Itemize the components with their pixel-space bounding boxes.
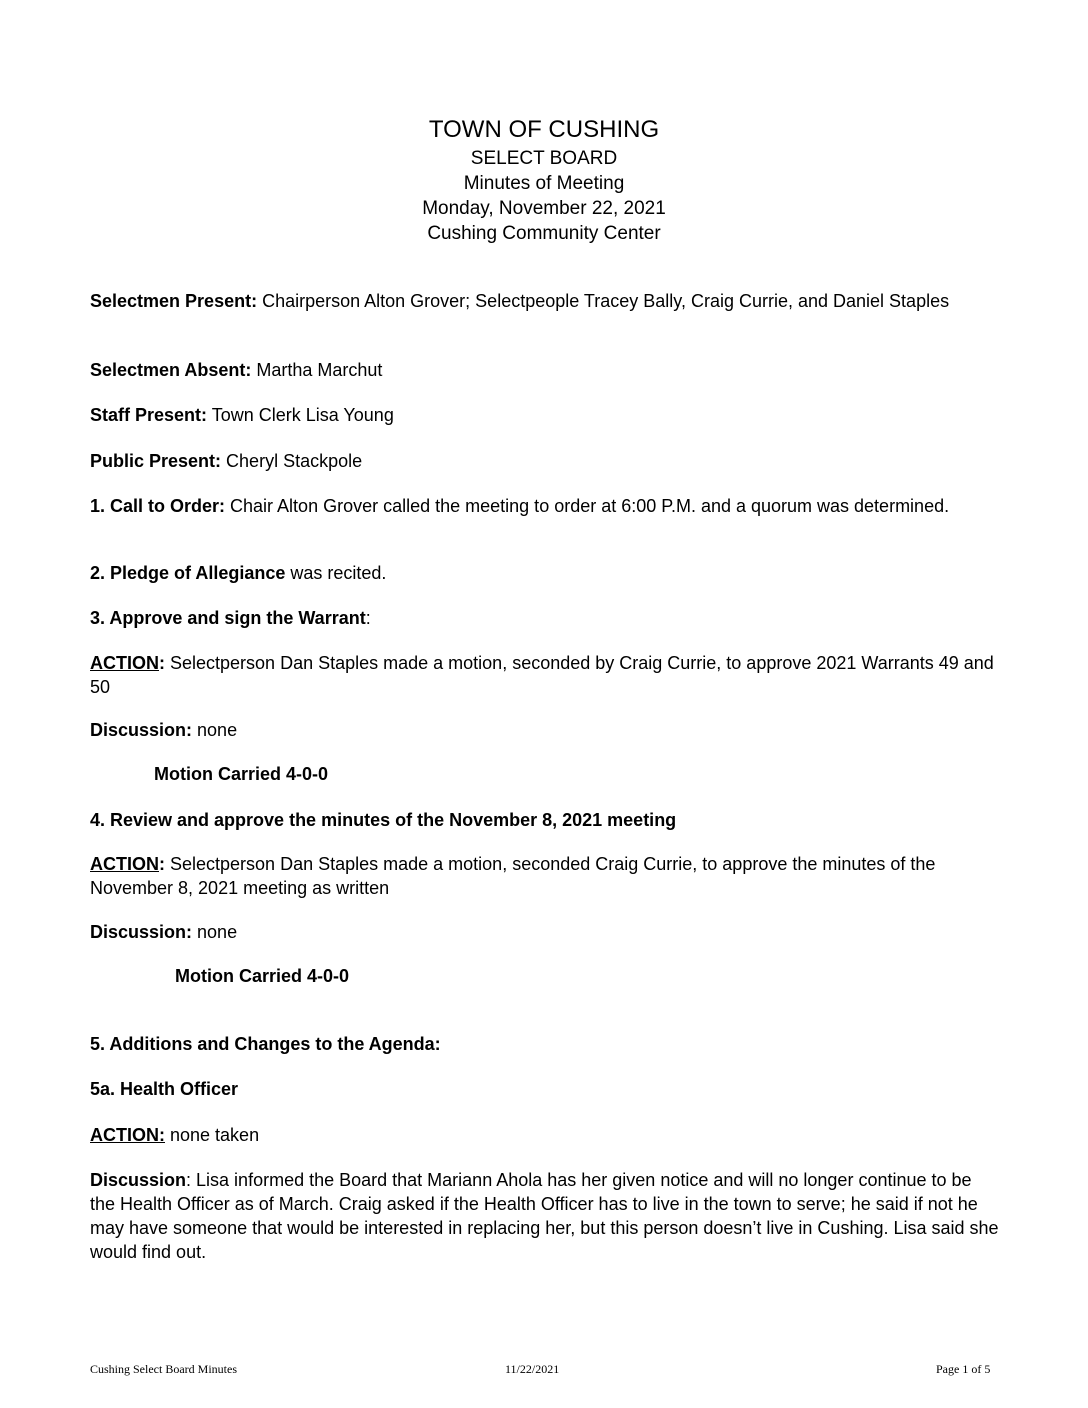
- warrant-action-colon: :: [159, 653, 165, 673]
- health-action-text: none taken: [165, 1125, 260, 1145]
- public-present-text: Cheryl Stackpole: [221, 451, 363, 471]
- selectmen-present: [90, 289, 1000, 313]
- additions-label: 5. Additions and Changes to the Agenda:: [90, 1034, 441, 1054]
- warrant-discussion: [90, 718, 1000, 742]
- minutes-discussion: [90, 920, 1000, 944]
- footer-left: Cushing Select Board Minutes: [90, 1362, 237, 1376]
- health-discussion-text: : Lisa informed the Board that Mariann Ahola has her given notice and will no longer continue to be the Health Officer as of March. Craig asked if the Health Officer has to live in the town to serve; he said if not he may have someone that would be interested in replacing her, but this person doesn’t live in Cushing. Lisa said she would find out.: [90, 1170, 999, 1262]
- health-discussion: [90, 1168, 1000, 1264]
- selectmen-present-label: Selectmen Present:: [90, 291, 258, 311]
- pledge-text: was recited.: [285, 563, 387, 583]
- staff-present-label: Staff Present:: [90, 405, 208, 425]
- minutes-motion-result: Motion Carried 4-0-0: [175, 966, 350, 986]
- selectmen-present-text: Chairperson Alton Grover; Selectpeople Tracey Bally, Craig Currie, and Daniel Staples: [257, 291, 950, 311]
- public-present-label: Public Present:: [90, 451, 222, 471]
- minutes-discussion-label: Discussion:: [90, 922, 193, 942]
- footer-page-number: Page 1 of 5: [936, 1362, 991, 1376]
- footer-date: 11/22/2021: [505, 1362, 560, 1376]
- document-type: Minutes of Meeting: [463, 173, 625, 194]
- warrant-action-text: Selectperson Dan Staples made a motion, seconded by Craig Currie, to approve 2021 Warrants 49 and 50: [90, 653, 994, 697]
- warrant-colon: :: [365, 608, 371, 628]
- pledge-label: 2. Pledge of Allegiance: [90, 563, 286, 583]
- town-title: TOWN OF CUSHING: [428, 116, 660, 143]
- warrant-action: [90, 651, 1000, 699]
- warrant-discussion-label: Discussion:: [90, 720, 193, 740]
- call-to-order: [90, 494, 1000, 518]
- minutes-action-label: ACTION: [90, 854, 159, 874]
- selectmen-absent: [90, 358, 1000, 382]
- pledge: [90, 561, 1000, 585]
- call-to-order-label: 1. Call to Order:: [90, 496, 226, 516]
- minutes-action-colon: :: [159, 854, 165, 874]
- warrant-discussion-text: none: [192, 720, 238, 740]
- warrant-action-label: ACTION: [90, 653, 159, 673]
- health-officer-heading: [90, 1077, 1000, 1101]
- health-officer-label: 5a. Health Officer: [90, 1079, 239, 1099]
- minutes-heading: [90, 808, 1000, 832]
- warrant-heading: [90, 606, 1000, 630]
- minutes-discussion-text: none: [192, 922, 238, 942]
- staff-present-text: Town Clerk Lisa Young: [207, 405, 394, 425]
- board-name: SELECT BOARD: [470, 148, 618, 169]
- health-action: [90, 1123, 1000, 1147]
- selectmen-absent-label: Selectmen Absent:: [90, 360, 252, 380]
- meeting-location: Cushing Community Center: [427, 223, 661, 244]
- staff-present: [90, 403, 1000, 427]
- additions-heading: [90, 1032, 1000, 1056]
- minutes-action: [90, 852, 1000, 900]
- minutes-action-text: Selectperson Dan Staples made a motion, seconded Craig Currie, to approve the minutes of the November 8, 2021 meeting as written: [90, 854, 936, 898]
- public-present: [90, 449, 1000, 473]
- health-discussion-label: Discussion: [90, 1170, 187, 1190]
- warrant-label: 3. Approve and sign the Warrant: [90, 608, 366, 628]
- call-to-order-text: Chair Alton Grover called the meeting to order at 6:00 P.M. and a quorum was determined.: [225, 496, 950, 516]
- warrant-motion-result: Motion Carried 4-0-0: [154, 764, 329, 784]
- meeting-date: Monday, November 22, 2021: [422, 198, 666, 219]
- selectmen-absent-text: Martha Marchut: [251, 360, 383, 380]
- health-action-label: ACTION:: [90, 1125, 165, 1145]
- minutes-label: 4. Review and approve the minutes of the November 8, 2021 meeting: [90, 810, 677, 830]
